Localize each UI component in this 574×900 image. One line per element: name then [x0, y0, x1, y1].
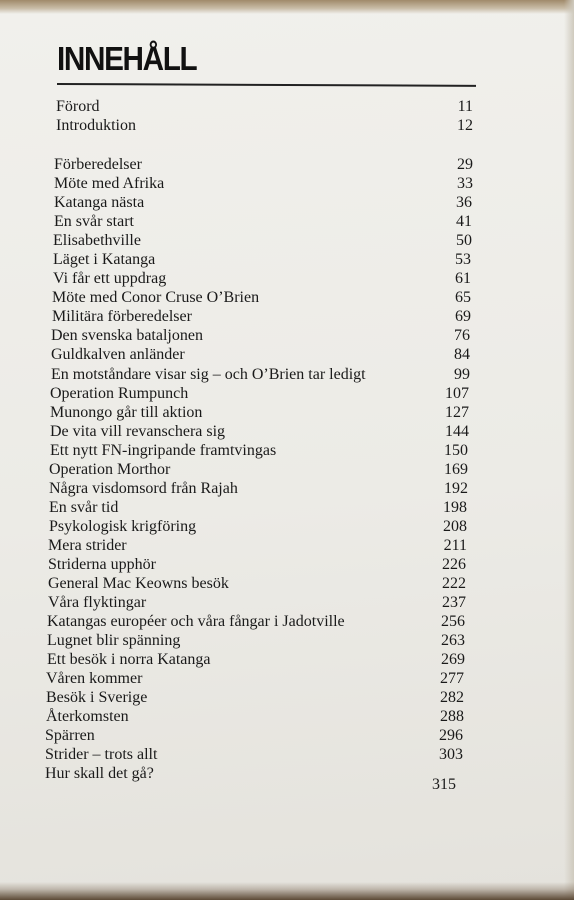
toc-entry-title: Katanga nästa [54, 194, 145, 211]
toc-entry-title: Katangas européer och våra fångar i Jadotville [47, 613, 345, 630]
toc-entry-page-number: 198 [443, 499, 467, 516]
toc-entry-page-number: 11 [457, 98, 473, 115]
toc-entry-title: Våra flyktingar [48, 594, 147, 611]
toc-entry-title: Återkomsten [46, 708, 129, 725]
toc-entry-page-number: 256 [441, 613, 465, 630]
toc-entry-title: Operation Rumpunch [50, 385, 189, 402]
toc-entry-page-number: 69 [455, 308, 471, 325]
toc-entry-title: Den svenska bataljonen [51, 327, 203, 344]
toc-entry-page-number: 208 [443, 518, 467, 535]
toc-entry-page-number: 296 [439, 727, 463, 744]
toc-entry-title: Ett besök i norra Katanga [47, 651, 211, 668]
page-title: INNEHÅLL [57, 40, 197, 77]
toc-entry-page-number: 29 [457, 156, 473, 173]
toc-entry-page-number: 263 [441, 632, 465, 649]
toc-entry-page-number: 222 [442, 575, 466, 592]
toc-entry-page-number: 315 [432, 776, 456, 793]
toc-entry-title: Förord [56, 98, 100, 115]
toc-entry-page-number: 76 [454, 327, 470, 344]
toc-entry-page-number: 192 [444, 480, 468, 497]
toc-entry-page-number: 36 [456, 194, 472, 211]
toc-entry-page-number: 61 [455, 270, 471, 287]
toc-entry-title: De vita vill revanschera sig [50, 423, 226, 440]
toc-entry-title: En motståndare visar sig – och O’Brien tar ledigt [51, 366, 366, 383]
toc-entry-title: Guldkalven anländer [51, 346, 185, 363]
toc-entry-title: Våren kommer [46, 670, 143, 687]
toc-entry-title: En svår start [54, 213, 134, 230]
toc-entry-page-number: 303 [439, 746, 463, 763]
toc-entry-title: Introduktion [56, 117, 136, 134]
toc-entry-page-number: 288 [440, 708, 464, 725]
toc-entry-title: Militära förberedelser [52, 308, 192, 325]
toc-entry-title: Mera strider [48, 537, 127, 554]
toc-entry-title: Förberedelser [54, 156, 142, 173]
toc-entry-title: Möte med Conor Cruse O’Brien [52, 289, 260, 306]
toc-entry-title: Spärren [45, 727, 95, 744]
toc-entry-page-number: 99 [454, 366, 470, 383]
toc-entry-page-number: 150 [444, 442, 468, 459]
toc-entry-title: Psykologisk krigföring [49, 518, 197, 535]
toc-entry-page-number: 33 [457, 175, 473, 192]
toc-entry-title: Strider – trots allt [45, 746, 158, 763]
toc-entry-page-number: 41 [456, 213, 472, 230]
toc-entry-page-number: 277 [440, 670, 464, 687]
toc-entry-page-number: 169 [444, 461, 468, 478]
toc-entry-page-number: 144 [445, 423, 469, 440]
toc-entry-page-number: 84 [454, 346, 470, 363]
toc-entry-title: Hur skall det gå? [45, 765, 154, 782]
toc-entry-title: Läget i Katanga [53, 251, 156, 268]
toc-entry-title: Operation Morthor [49, 461, 171, 478]
toc-entry-title: Besök i Sverige [46, 689, 148, 706]
toc-entry-page-number: 269 [441, 651, 465, 668]
toc-entry-page-number: 226 [442, 556, 466, 573]
toc-entry-title: Munongo går till aktion [50, 404, 203, 421]
toc-entry-page-number: 50 [456, 232, 472, 249]
toc-entry-title: Möte med Afrika [54, 175, 165, 192]
toc-entry-title: General Mac Keowns besök [48, 575, 229, 592]
toc-entry-title: Lugnet blir spänning [47, 632, 181, 649]
toc-entry-page-number: 12 [457, 117, 473, 134]
toc-entry-title: Striderna upphör [48, 556, 156, 573]
toc-entry-title: Några visdomsord från Rajah [49, 480, 238, 497]
toc-entry-title: Elisabethville [53, 232, 141, 249]
toc-entry-title: En svår tid [49, 499, 119, 516]
toc-entry-title: Vi får ett uppdrag [53, 270, 167, 287]
toc-entry-page-number: 127 [445, 404, 469, 421]
toc-entry-page-number: 65 [455, 289, 471, 306]
toc-entry-title: Ett nytt FN-ingripande framtvingas [50, 442, 277, 459]
toc-entry-page-number: 107 [445, 385, 469, 402]
toc-entry-page-number: 211 [443, 537, 467, 554]
toc-entry-page-number: 53 [455, 251, 471, 268]
toc-entry-page-number: 237 [442, 594, 466, 611]
toc-entry-page-number: 282 [440, 689, 464, 706]
